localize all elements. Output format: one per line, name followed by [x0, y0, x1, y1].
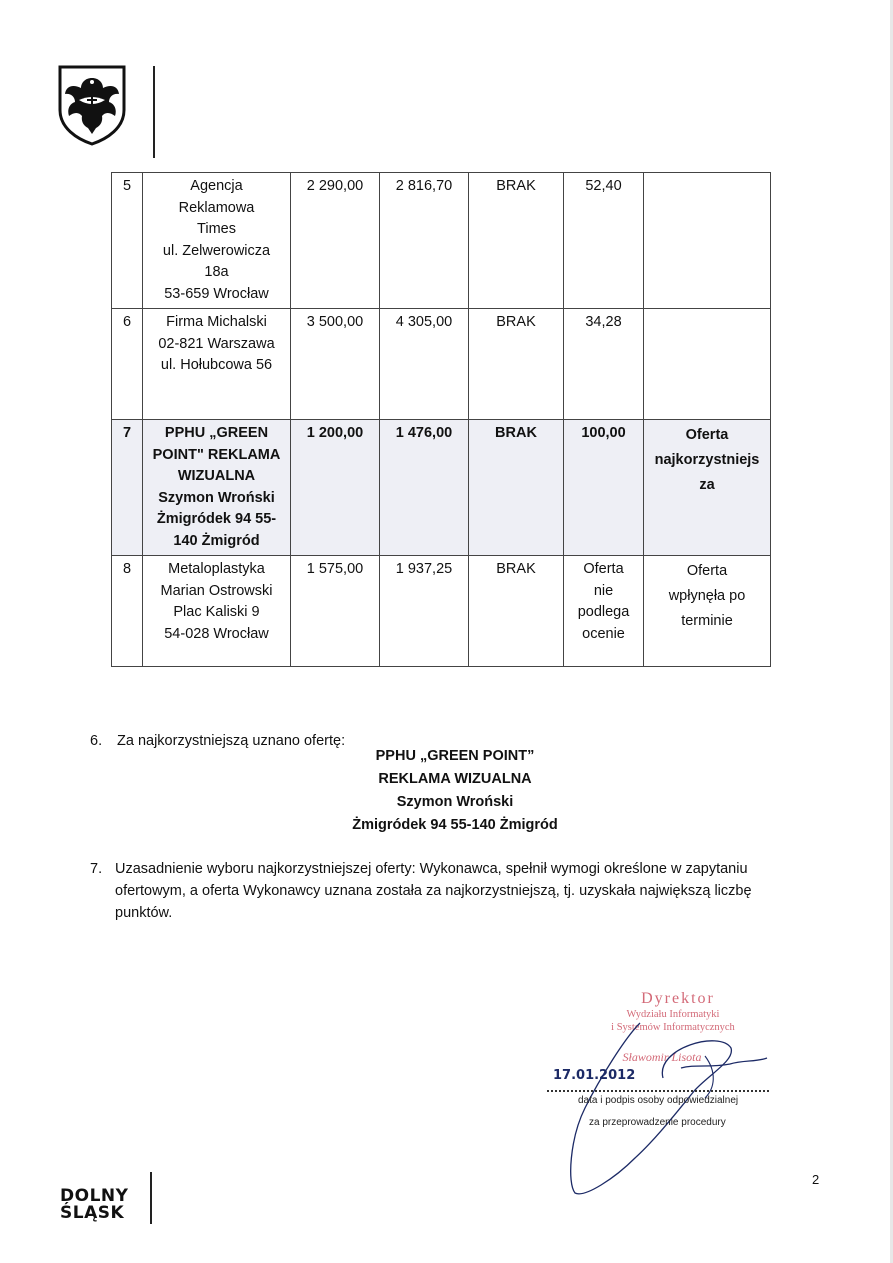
- footer-divider: [150, 1172, 152, 1224]
- cell-points: [564, 309, 644, 420]
- cell-remarks-line: wpłynęła po: [668, 588, 746, 604]
- section-number: 6.: [90, 733, 103, 749]
- section-7-line: ofertowym, a oferta Wykonawcy uznana została za najkorzystniejszą, tj. uzyskała największą liczbę: [115, 883, 752, 899]
- winner-block: [270, 745, 640, 837]
- cell-net-price: 1 575,00: [291, 556, 380, 667]
- cell-remarks-line: terminie: [681, 613, 733, 629]
- cell-bidder-line: 53-659 Wrocław: [164, 285, 269, 302]
- cell-bidder-line: Szymon Wroński: [158, 489, 275, 506]
- cell-bidder-line: Reklamowa: [178, 199, 255, 216]
- offers-table-body: [112, 173, 771, 667]
- cell-remarks: [644, 309, 771, 420]
- cell-bidder-line: POINT" REKLAMA: [152, 446, 281, 463]
- winner-line: PPHU „GREEN POINT”: [375, 748, 535, 764]
- logo-line: DOLNY: [60, 1186, 129, 1206]
- cell-points-line: ocenie: [582, 625, 625, 642]
- cell-points: [564, 556, 644, 667]
- cell-bidder: [143, 309, 291, 420]
- cell-remarks: [644, 420, 771, 556]
- signature-caption: data i podpis osoby odpowiedzialnej: [578, 1095, 739, 1106]
- offers-table: [111, 172, 771, 667]
- signature-caption: za przeprowadzenie procedury: [589, 1117, 726, 1128]
- handwritten-date: 17.01.2012: [553, 1068, 636, 1083]
- table-row: [112, 309, 771, 420]
- stamp-line: i Systemów Informatycznych: [611, 1022, 735, 1033]
- cell-number: 6: [112, 309, 143, 420]
- cell-remarks-line: najkorzystniejs: [654, 452, 760, 468]
- cell-bidder: [143, 173, 291, 309]
- cell-net-price: 3 500,00: [291, 309, 380, 420]
- cell-remarks-line: Oferta: [685, 427, 729, 443]
- table-row: [112, 173, 771, 309]
- signature-scribble: [545, 978, 775, 1198]
- cell-bidder: [143, 556, 291, 667]
- cell-number: 5: [112, 173, 143, 309]
- cell-gross-price: 2 816,70: [380, 173, 469, 309]
- table-row: [112, 556, 771, 667]
- eagle-crest-icon: [57, 64, 127, 146]
- cell-number: 7: [112, 420, 143, 556]
- cell-gross-price: 4 305,00: [380, 309, 469, 420]
- logo-line: ŚLĄSK: [60, 1203, 125, 1223]
- cell-gross-price: 1 476,00: [380, 420, 469, 556]
- cell-bidder-line: WIZUALNA: [177, 468, 256, 484]
- winner-line: REKLAMA WIZUALNA: [378, 771, 532, 787]
- cell-points-line: podlega: [577, 604, 630, 620]
- cell-gross-price: 1 937,25: [380, 556, 469, 667]
- cell-status: BRAK: [469, 556, 564, 667]
- cell-net-price: 2 290,00: [291, 173, 380, 309]
- cell-net-price: 1 200,00: [291, 420, 380, 556]
- cell-bidder-line: 54-028 Wrocław: [164, 625, 269, 642]
- cell-number: 8: [112, 556, 143, 667]
- cell-bidder-line: ul. Zelwerowicza: [162, 242, 271, 259]
- cell-bidder-line: Times: [197, 221, 236, 237]
- cell-bidder-line: 18a: [204, 264, 229, 280]
- cell-points: [564, 420, 644, 556]
- cell-remarks-line: Oferta: [686, 563, 728, 579]
- cell-bidder-line: 140 Żmigród: [173, 532, 260, 549]
- cell-bidder-line: Metaloplastyka: [168, 561, 265, 577]
- section-7-line: punktów.: [115, 905, 173, 921]
- cell-bidder-line: 02-821 Warszawa: [158, 335, 275, 352]
- cell-bidder-line: PPHU „GREEN: [164, 425, 269, 441]
- cell-bidder: [143, 420, 291, 556]
- stamp-name: Sławomir Lisota: [622, 1050, 702, 1064]
- cell-bidder-line: ul. Hołubcowa 56: [160, 357, 273, 373]
- cell-points-line: nie: [593, 582, 614, 599]
- winner-line: Szymon Wroński: [396, 794, 514, 810]
- winner-line: Żmigródek 94 55-140 Żmigród: [352, 817, 558, 833]
- cell-points: [564, 173, 644, 309]
- cell-remarks: [644, 556, 771, 667]
- cell-status: BRAK: [469, 309, 564, 420]
- cell-remarks-line: za: [699, 477, 715, 493]
- cell-bidder-line: Firma Michalski: [166, 314, 267, 330]
- dolny-slask-logo: [60, 1188, 128, 1222]
- table-row: [112, 420, 771, 556]
- section-6-text: Za najkorzystniejszą uznano ofertę:: [117, 733, 346, 749]
- cell-points-line: 52,40: [585, 178, 622, 194]
- cell-points-line: 34,28: [585, 314, 622, 330]
- cell-remarks: [644, 173, 771, 309]
- cell-bidder-line: Marian Ostrowski: [160, 582, 273, 599]
- stamp-line: Wydziału Informatyki: [626, 1009, 720, 1020]
- cell-points-line: 100,00: [581, 425, 626, 441]
- cell-status: BRAK: [469, 420, 564, 556]
- cell-bidder-line: Żmigródek 94 55-: [156, 511, 277, 527]
- section-7-line: Uzasadnienie wyboru najkorzystniejszej oferty: Wykonawca, spełnił wymogi określone w zapytaniu: [115, 861, 748, 877]
- cell-bidder-line: Agencja: [190, 178, 243, 194]
- page-number: 2: [812, 1172, 820, 1187]
- cell-bidder-line: Plac Kaliski 9: [173, 604, 260, 620]
- stamp-title: Dyrektor: [641, 990, 715, 1007]
- section-number: 7.: [90, 861, 103, 877]
- signature-line: [547, 1090, 769, 1092]
- cell-status: BRAK: [469, 173, 564, 309]
- header-divider: [153, 66, 155, 158]
- cell-points-line: Oferta: [583, 561, 624, 577]
